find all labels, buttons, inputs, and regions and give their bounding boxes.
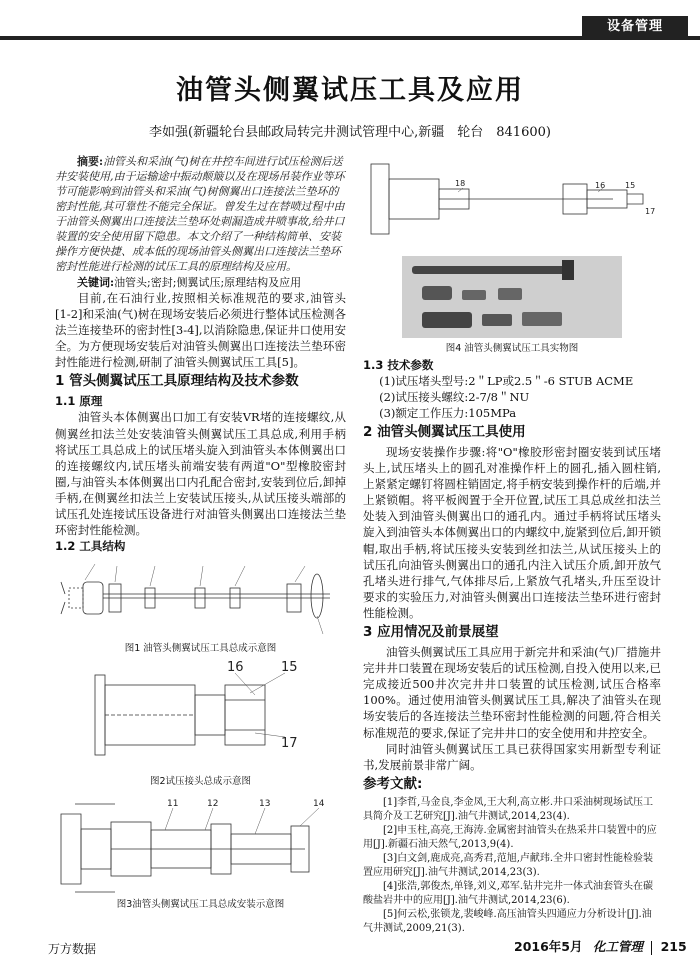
section3-para2: 同时油管头侧翼试压工具已获得国家实用新型专利证书,发展前景非常广阔。 — [363, 741, 661, 772]
keywords — [55, 275, 346, 290]
figure-2-label-17: 17 — [281, 736, 298, 752]
abstract-text: 油管头和采油(气)树在井控车间进行试压检测后送井安装使用,由于运输途中振动颠簸以及在现场吊装作业等环节可能影响到油管头和采油(气)树侧翼出口连接法兰垫环的密封性能,其可靠性不能完全保证。曾发生过在替喷过程中由于油管头侧翼出口连接法兰垫环处刺漏造成井喷事故,给井口装置的安全使用留下隐患。本文介绍了一种结构简单、安装操作方便快捷、成本低的现场油管头侧翼出口连接法兰垫环密封性能进行检测的试压工具的原理结构及应用。 — [55, 155, 345, 273]
figure-top-label-16: 16 — [595, 181, 606, 190]
footer-date: 2016年5月 — [514, 939, 583, 954]
figure-top-label-17: 17 — [645, 207, 656, 216]
section3-heading: 3 应用情况及前景展望 — [363, 624, 499, 641]
figure-2-drawing — [55, 655, 346, 775]
figure-top-svg — [363, 154, 661, 254]
figure-top-label-18: 18 — [455, 179, 466, 188]
figure-2-label-16: 16 — [227, 660, 244, 676]
figure-2-label-15: 15 — [281, 660, 298, 676]
section2-heading: 2 油管头侧翼试压工具使用 — [363, 424, 526, 440]
spec-2: (2)试压接头螺纹:2-7/8＂NU — [379, 390, 530, 404]
author-line: 李如强(新疆轮台县邮政局转完井测试管理中心,新疆 轮台 841600) — [149, 125, 551, 140]
figure-3-caption: 图3油管头侧翼试压工具总成安装示意图 — [116, 899, 285, 911]
references-heading: 参考文献: — [363, 775, 423, 792]
footer-source: 万方数据 — [48, 942, 97, 956]
reference-item: [4]张浩,郭俊杰,单锋,刘义,邓军.钻井完井一体式油套管头在碳酸盐岩井中的应用[J].油气井测试,2014,23(6). — [363, 880, 654, 906]
left-column — [55, 154, 346, 911]
figure-3-label-11: 11 — [167, 799, 179, 810]
section1-heading: 1 管头侧翼试压工具原理结构及技术参数 — [55, 373, 299, 390]
section2-text: 现场安装操作步骤:将"O"橡胶形密封圈安装到试压堵头上,试压堵头上的圆孔对准操作杆上的圆孔,插入圆柱销,上紧紧定螺钉将圆柱销固定,将手柄安装到操作杆的后端,并上紧锁帽。将平板阀置于全开位置,试压工具总成丝扣法兰处装入到油管头侧翼出口的通孔内。通过手柄将试压堵头旋入到油管头本体侧翼出口的内螺纹中,旋紧到位后,卸开锁帽,取出手柄,将试压接头安装到丝扣法兰,从试压接头上的试压孔向油管头侧翼出口的通孔内注入试压介质,卸开放气孔堵头进行排气,气体排尽后,上紧放气孔堵头,升压至设计要求的实验压力,对油管头侧翼出口连接法兰垫环进行密封性能检测。 — [363, 445, 661, 620]
figure-top-label-15: 15 — [625, 181, 636, 190]
right-column — [363, 154, 661, 936]
section1-1-text: 油管头本体侧翼出口加工有安装VR堵的连接螺纹,从侧翼丝扣法兰处安装油管头侧翼试压工具总成,利用手柄将试压工具总成上的试压堵头旋入到油管头本体侧翼出口的连接螺纹内,试压堵头前端安装有两道"O"型橡胶密封圈,与油管头本体侧翼出口内孔配合密封,安装到位后,卸掉手柄,在侧翼丝扣法兰上安装试压接头,从试压接头端部的试压孔处连接试压设备进行对油管头侧翼出口连接法兰垫环密封性能检测。 — [55, 410, 346, 538]
figure-1 — [55, 554, 346, 642]
section1-2-heading: 1.2 工具结构 — [55, 539, 126, 554]
reference-item: [2]申玉柱,高亮,王海涛.金属密封油管头在热采井口装置中的应用[J].新疆石油天然气,2013,9(4). — [363, 824, 657, 850]
figure-top-drawing — [363, 154, 661, 254]
section1-3-heading: 1.3 技术参数 — [363, 358, 434, 372]
spec-3: (3)额定工作压力:105MPa — [379, 406, 517, 420]
figure-3-drawing — [55, 794, 346, 898]
figure-2 — [55, 655, 346, 775]
figure-1-caption: 图1 油管头侧翼试压工具总成示意图 — [124, 643, 277, 655]
figure-3-label-13: 13 — [259, 799, 271, 810]
reference-item: [3]白文剑,鹿成亮,高秀君,范旭,卢献玮.全井口密封性能检验装置应用研究[J].油气井测试,2014,23(3). — [363, 852, 654, 878]
page-number: 215 — [660, 939, 687, 954]
reference-item: [1]李哲,马金良,李金凤,王大利,高立彬.井口采油树现场试压工具简介及工艺研究[J].油气井测试,2014,23(4). — [363, 796, 654, 822]
figure-4-drawing — [402, 256, 622, 338]
spec-1: (1)试压堵头型号:2＂LP或2.5＂-6 STUB ACME — [379, 374, 634, 388]
section3-para1: 油管头侧翼试压工具应用于新完井和采油(气)厂措施井完井井口装置在现场安装后的试压检测,自投入使用以来,已完成接近500井次完井井口装置的试压检测,试压合格率100%。通过使用油管头侧翼试压工具,解决了油管头在现场安装后的各连接法兰垫环密封性能检测的问题,符合相关标准规范的要求,保证了完井井口的安全使用和井控安全。 — [363, 645, 661, 740]
keywords-text: 油管头;密封;侧翼试压;原理结构及应用 — [114, 276, 302, 289]
intro-paragraph: 目前,在石油行业,按照相关标准规范的要求,油管头[1-2]和采油(气)树在现场安装后必须进行整体试压检测各法兰连接垫环的密封性[3-4],以消除隐患,保证井口使用安全。为方便现场安装后对油管头侧翼出口连接法兰垫环密封性能进行检测,研制了油管头侧翼试压工具[5]。 — [55, 291, 346, 370]
header-rule — [0, 36, 700, 40]
figure-4-caption: 图4 油管头侧翼试压工具实物图 — [445, 343, 579, 354]
abstract — [55, 154, 346, 274]
figure-3 — [55, 794, 346, 898]
footer-info — [514, 937, 687, 955]
footer-journal: 化工管理 — [592, 939, 643, 954]
footer-divider — [651, 941, 652, 955]
section-tag: 设备管理 — [582, 16, 688, 38]
section1-1-heading: 1.1 原理 — [55, 394, 103, 409]
figure-3-label-14: 14 — [313, 799, 325, 810]
keywords-label: 关键词: — [77, 276, 115, 289]
figure-1-drawing — [55, 554, 346, 642]
figure-3-label-12: 12 — [207, 799, 219, 810]
figure-2-caption: 图2试压接头总成示意图 — [149, 776, 252, 788]
reference-item: [5]何云松,张锁龙,裴峻峰.高压油管头四通应力分析设计[J].油气井测试,2009,21(3). — [363, 908, 652, 934]
article-title: 油管头侧翼试压工具及应用 — [176, 75, 524, 106]
abstract-label: 摘要: — [77, 155, 104, 168]
figure-4-photo — [402, 256, 622, 338]
